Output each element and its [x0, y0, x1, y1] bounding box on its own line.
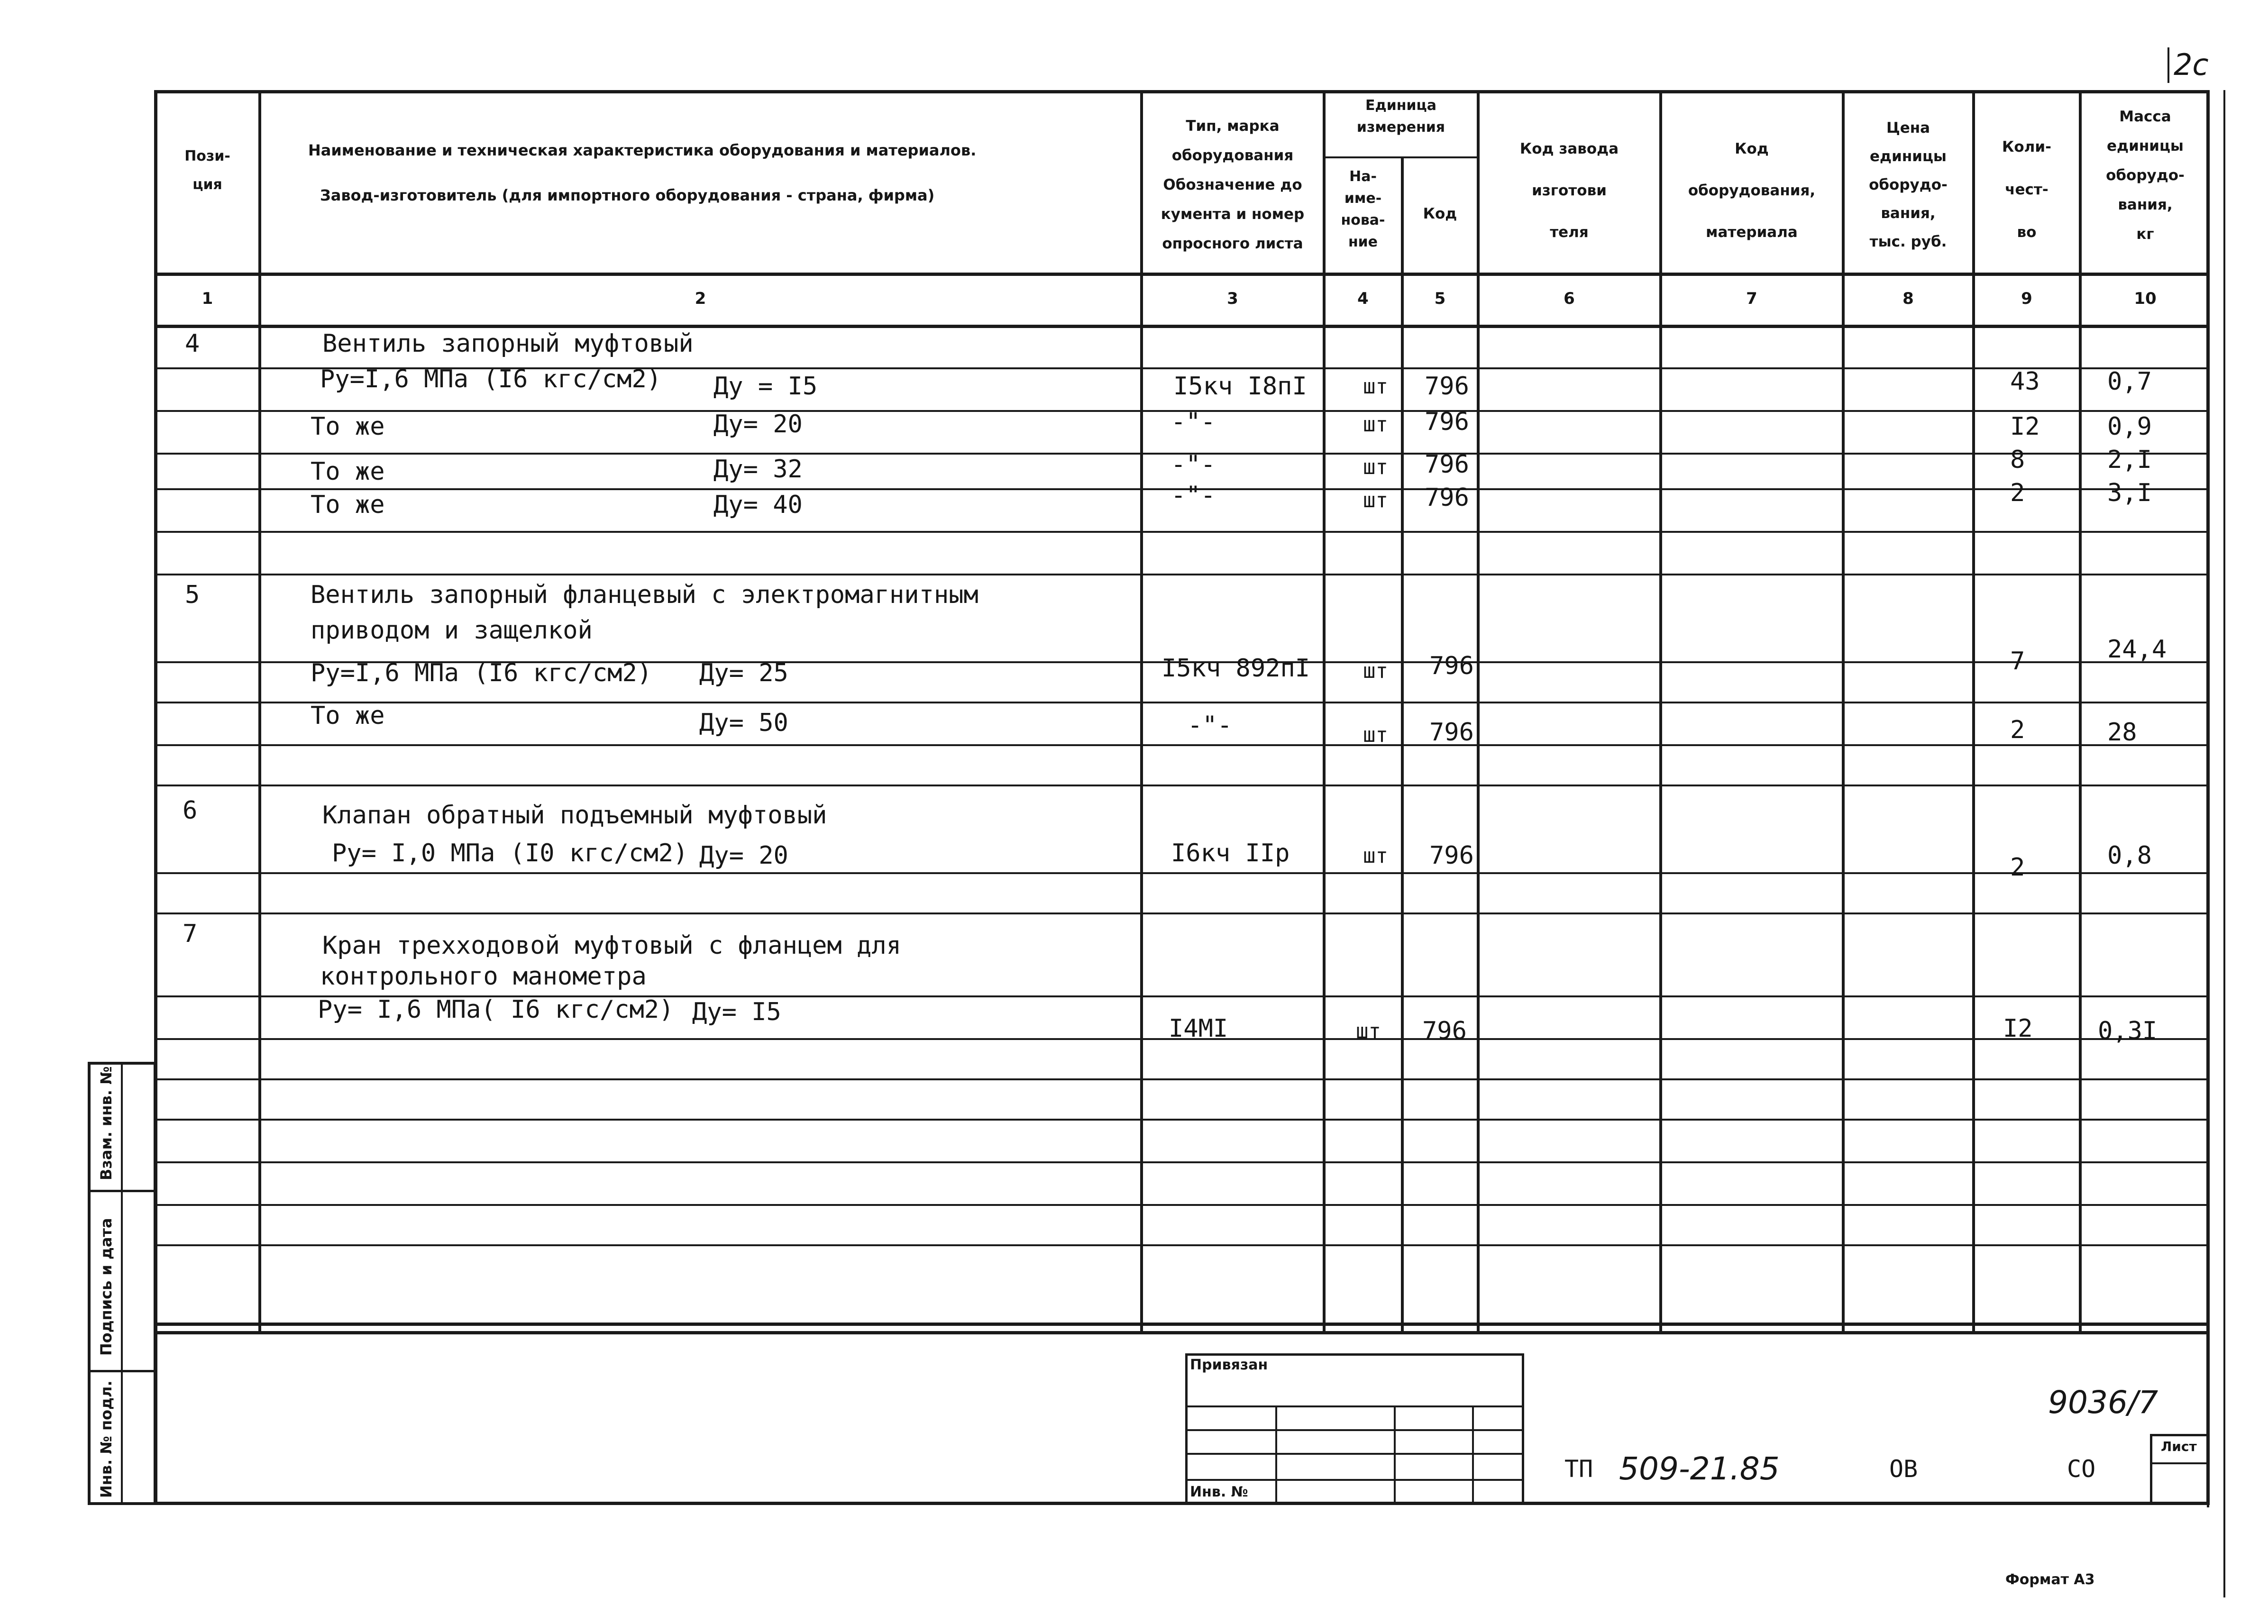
header-col2-line2: Завод-изготовитель (для импортного оборудования - страна, фирма)	[320, 186, 935, 204]
row-line	[154, 785, 2210, 786]
row-code: 796	[1429, 841, 1474, 870]
document-number: 9036/7	[2048, 1384, 2158, 1421]
header-col1: Пози- ция	[184, 148, 230, 193]
header-col3: Тип, марка оборудования Обозначение до кумента и номер опросного листа	[1161, 118, 1305, 252]
row-unit: шт	[1356, 1019, 1381, 1043]
row-unit: шт	[1363, 374, 1388, 399]
row-name: То же	[311, 457, 385, 486]
col-number-6: 6	[1564, 289, 1575, 308]
tp-label: ТП	[1564, 1455, 1593, 1483]
row-name: Клапан обратный подъемный муфтовый	[322, 801, 827, 830]
row-line	[154, 1244, 2210, 1246]
col-number-8: 8	[1902, 289, 1914, 308]
row-unit: шт	[1363, 488, 1388, 512]
row-mark: -"-	[1171, 450, 1216, 479]
col-number-2: 2	[695, 289, 706, 308]
row-mark: I4МI	[1169, 1014, 1228, 1043]
row-mark: -"-	[1171, 408, 1216, 436]
row-code: 796	[1425, 408, 1469, 436]
row-mass: 0,7	[2107, 367, 2152, 396]
row-line	[154, 702, 2210, 703]
row-mark: I5кч I8пI	[1173, 372, 1307, 401]
row-line	[154, 1161, 2210, 1163]
co-label: СО	[2067, 1455, 2096, 1483]
col-number-3: 3	[1227, 289, 1238, 308]
row-name: контрольного манометра	[320, 962, 647, 991]
col-line-3	[1323, 90, 1326, 1334]
col-line-5	[1477, 90, 1480, 1334]
row-mark: I6кч IIр	[1171, 839, 1290, 867]
row-name: Ру=I,6 МПа (I6 кгс/см2)	[320, 365, 662, 393]
row-qty: 7	[2010, 647, 2025, 675]
row-position: 7	[183, 920, 198, 948]
row-line	[154, 912, 2210, 914]
row-mass: 3,I	[2107, 479, 2152, 507]
privyazan-col	[1275, 1405, 1277, 1505]
row-name: То же	[311, 412, 385, 441]
col-line-2	[1140, 90, 1143, 1334]
row-line	[154, 744, 2210, 746]
header-unit-group: Единица измерения	[1356, 97, 1445, 136]
row-mark: I5кч 892пI	[1161, 654, 1310, 683]
row-mass: 2,I	[2107, 446, 2152, 474]
row-qty: 2	[2010, 853, 2025, 882]
row-code: 796	[1425, 372, 1469, 401]
privyazan-col	[1472, 1405, 1474, 1505]
ov-label: ОВ	[1889, 1455, 1918, 1483]
row-mass: 28	[2107, 718, 2137, 747]
col-line-7	[1842, 90, 1845, 1334]
row-position: 5	[185, 581, 200, 609]
row-mass: 0,9	[2107, 412, 2152, 441]
row-mark: -"-	[1171, 481, 1216, 510]
row-du: Ду= 50	[699, 709, 788, 737]
unit-group-divider	[1323, 156, 1480, 158]
header-col9: Коли- чест- во	[2002, 138, 2051, 241]
number-row-divider	[154, 325, 2210, 328]
side-stamp-inv-original: Инв. № подл.	[97, 1380, 115, 1498]
row-unit: шт	[1363, 723, 1388, 747]
row-name: Ру= I,6 МПа( I6 кгс/см2)	[318, 995, 674, 1024]
row-qty: 2	[2010, 479, 2025, 507]
row-position: 4	[185, 329, 200, 358]
row-line	[154, 1204, 2210, 1206]
row-code: 796	[1429, 718, 1474, 747]
row-line	[154, 574, 2210, 575]
row-du: Ду= 20	[713, 410, 803, 438]
row-qty: 43	[2010, 367, 2040, 396]
row-du: Ду= 32	[713, 455, 803, 484]
row-name: Вентиль запорный фланцевый с электромагнитным	[311, 581, 979, 609]
side-stamp-replace-inv: Взам. инв. №	[97, 1066, 115, 1180]
row-name: приводом и защелкой	[311, 616, 593, 645]
row-mark: -"-	[1188, 711, 1232, 739]
main-table-frame	[154, 90, 2210, 1334]
row-line	[154, 1119, 2210, 1121]
format-label: Формат А3	[2005, 1571, 2095, 1588]
side-stamp-inner-line	[121, 1062, 123, 1505]
corner-mark-line	[2167, 47, 2169, 83]
row-qty: 8	[2010, 446, 2025, 474]
row-line	[154, 1078, 2210, 1080]
row-code: 796	[1425, 450, 1469, 479]
row-qty: I2	[2010, 412, 2040, 441]
col-number-9: 9	[2021, 289, 2032, 308]
row-unit: шт	[1363, 844, 1388, 868]
row-mass: 24,4	[2107, 635, 2167, 664]
side-stamp-signature-date: Подпись и дата	[97, 1218, 115, 1356]
row-code: 796	[1422, 1017, 1467, 1045]
privyazan-col	[1394, 1405, 1396, 1505]
col-line-6	[1659, 90, 1662, 1334]
right-margin-line	[2223, 90, 2225, 1597]
col-number-4: 4	[1357, 289, 1369, 308]
row-qty: I2	[2003, 1014, 2033, 1043]
row-unit: шт	[1363, 659, 1388, 683]
row-unit: шт	[1363, 455, 1388, 479]
row-du: Ду= 40	[713, 491, 803, 519]
col-line-9	[2079, 90, 2082, 1334]
sheet-list-label: Лист	[2161, 1439, 2197, 1454]
row-name: Ру= I,0 МПа (I0 кгс/см2)	[332, 839, 688, 867]
inv-number-label: Инв. №	[1190, 1484, 1248, 1500]
row-du: Ду= 20	[699, 841, 788, 870]
tp-number: 509-21.85	[1619, 1451, 1780, 1487]
header-col8: Цена единицы оборудо- вания, тыс. руб.	[1869, 119, 1948, 250]
row-mass: 0,3I	[2098, 1017, 2158, 1045]
row-code: 796	[1429, 652, 1474, 680]
col-number-1: 1	[201, 289, 213, 308]
row-du: Ду= I5	[692, 998, 781, 1026]
header-col2-line1: Наименование и техническая характеристика оборудования и материалов.	[308, 141, 977, 159]
row-name: То же	[311, 702, 385, 730]
col-line-1	[258, 90, 261, 1334]
row-mass: 0,8	[2107, 841, 2152, 870]
title-block-right-edge	[2207, 706, 2209, 1507]
header-col10: Масса единицы оборудо- вания, кг	[2106, 108, 2185, 243]
header-col6: Код завода изготови теля	[1519, 140, 1619, 241]
row-name: То же	[311, 491, 385, 519]
col-number-10: 10	[2134, 289, 2157, 308]
col-number-7: 7	[1746, 289, 1757, 308]
row-position: 6	[183, 796, 198, 825]
col-line-8	[1972, 90, 1975, 1334]
privyazan-label: Привязан	[1190, 1357, 1268, 1373]
row-line	[154, 872, 2210, 874]
row-name: Вентиль запорный муфтовый	[322, 329, 694, 358]
row-du: Ду = I5	[713, 372, 818, 401]
row-line	[154, 531, 2210, 533]
col-number-5: 5	[1434, 289, 1446, 308]
sheet-corner-mark: 2с	[2174, 47, 2209, 82]
header-col4: На- име- нова- ние	[1341, 168, 1385, 250]
sheet-list-divider	[2150, 1462, 2210, 1464]
row-code: 796	[1425, 484, 1469, 512]
header-col7: Код оборудования, материала	[1688, 140, 1816, 241]
row-name: Кран трехходовой муфтовый с фланцем для	[322, 931, 901, 960]
row-name: Ру=I,6 МПа (I6 кгс/см2)	[311, 659, 652, 687]
header-col5: Код	[1423, 205, 1457, 222]
row-unit: шт	[1363, 412, 1388, 437]
row-du: Ду= 25	[699, 659, 788, 687]
row-qty: 2	[2010, 716, 2025, 744]
header-divider	[154, 273, 2210, 276]
